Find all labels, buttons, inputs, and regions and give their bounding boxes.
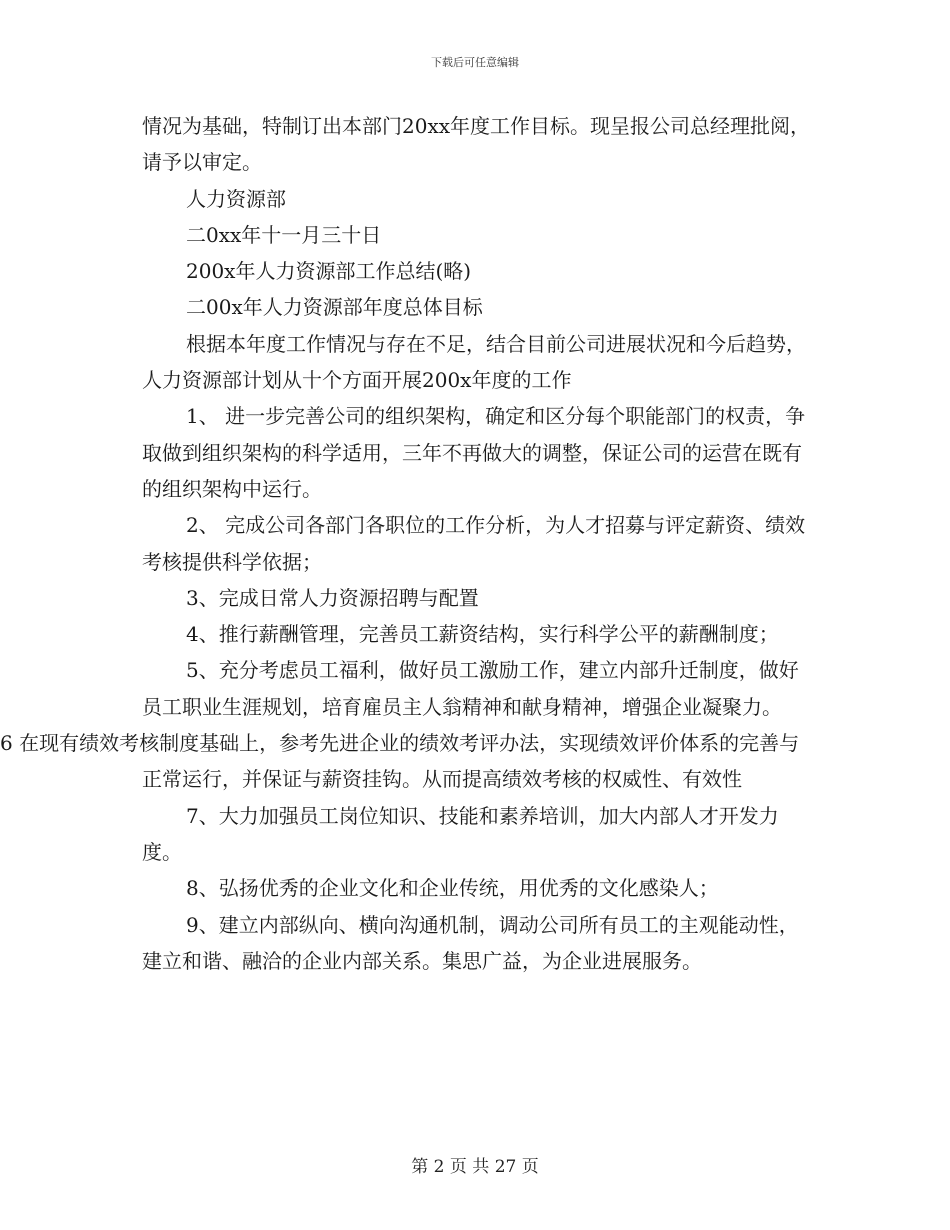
paragraph-plan-intro: 根据本年度工作情况与存在不足，结合目前公司进展状况和今后趋势，人力资源部计划从十个方面开展200x年度的工作 xyxy=(142,331,806,393)
page-number: 第 2 页 共 27 页 xyxy=(411,1157,539,1177)
list-item-4: 4、推行薪酬管理，完善员工薪资结构，实行科学公平的薪酬制度； xyxy=(186,622,779,647)
paragraph-date: 二0xx年十一月三十日 xyxy=(186,222,382,247)
list-item-5: 5、充分考虑员工福利，做好员工激励工作，建立内部升迁制度，做好员工职业生涯规划，培育雇员主人翁精神和献身精神，增强企业凝聚力。 xyxy=(142,658,799,719)
paragraph-intro-continued: 情况为基础，特制订出本部门20xx年度工作目标。现呈报公司总经理批阅，请予以审定。 xyxy=(142,114,811,175)
list-item-6-text: 6 在现有绩效考核制度基础上，参考先进企业的绩效考评办法，实现绩效评价体系的完善与正常运行，并保证与薪资挂钩。从而提高绩效考核的权威性、有效性 xyxy=(0,731,800,792)
paragraph-summary-title: 200x年人力资源部工作总结(略) xyxy=(186,259,472,284)
list-item-9: 9、建立内部纵向、横向沟通机制，调动公司所有员工的主观能动性，建立和谐、融洽的企业内部关系。集思广益，为企业进展服务。 xyxy=(142,912,799,973)
page-header: 下载后可任意编辑 xyxy=(431,56,519,69)
document-body xyxy=(0,108,814,979)
list-item-3: 3、完成日常人力资源招聘与配置 xyxy=(186,585,479,610)
list-item-1: 1、 进一步完善公司的组织架构，确定和区分每个职能部门的权责，争取做到组织架构的科学适用，三年不再做大的调整，保证公司的运营在既有的组织架构中运行。 xyxy=(142,404,806,501)
paragraph-goals-title: 二00x年人力资源部年度总体目标 xyxy=(186,295,483,320)
list-item-2: 2、 完成公司各部门各职位的工作分析，为人才招募与评定薪资、绩效考核提供科学依据； xyxy=(142,513,806,574)
list-item-6 xyxy=(0,725,814,798)
list-item-8: 8、弘扬优秀的企业文化和企业传统，用优秀的文化感染人； xyxy=(186,876,719,901)
list-item-7: 7、大力加强员工岗位知识、技能和素养培训，加大内部人才开发力度。 xyxy=(142,803,779,864)
paragraph-department: 人力资源部 xyxy=(186,186,286,211)
